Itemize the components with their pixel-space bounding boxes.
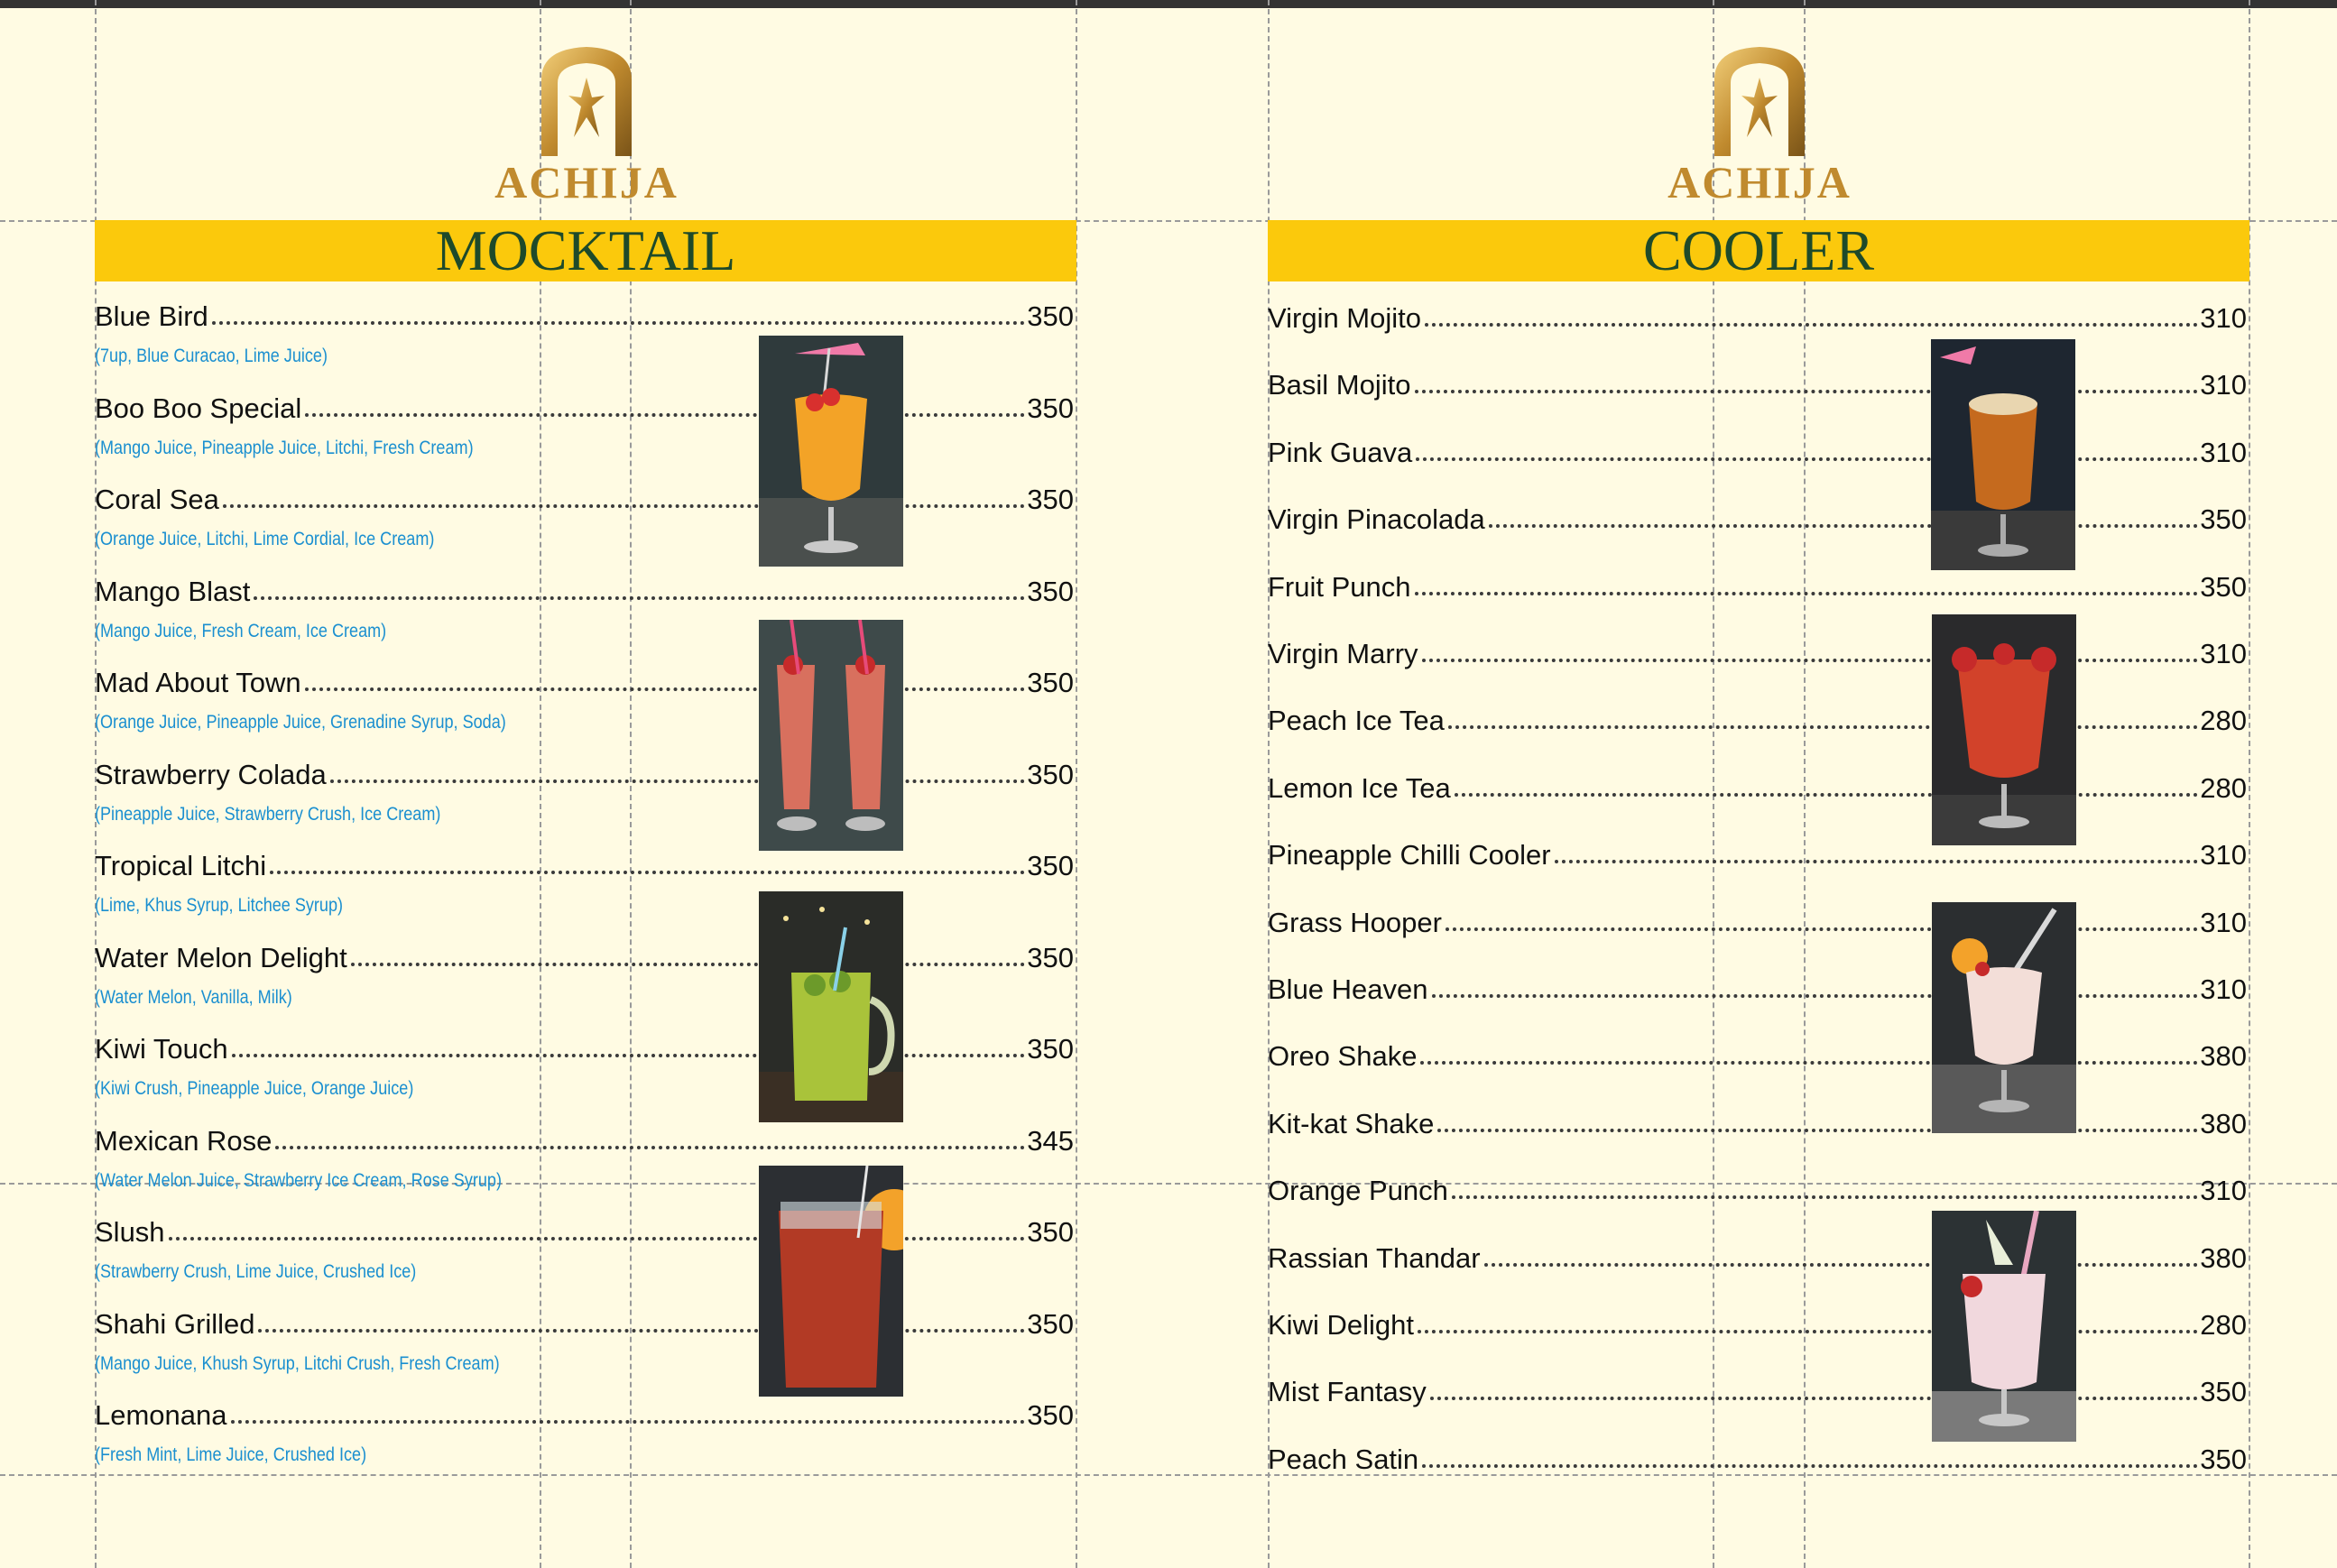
cooler-item-price: 280	[2200, 705, 2247, 737]
section-title: MOCKTAIL	[435, 218, 736, 282]
orange-frothy-cooler-photo	[1931, 339, 2075, 570]
dot-leader	[1430, 1397, 2199, 1400]
mocktail-item-row	[95, 290, 1074, 333]
cooler-item-price: 380	[2200, 1241, 2247, 1274]
cooler-item-row	[1268, 291, 2247, 335]
dot-leader	[232, 1054, 1026, 1057]
dot-leader	[1422, 659, 2199, 662]
dot-leader	[1418, 1330, 2198, 1333]
dot-leader	[1422, 1464, 2198, 1468]
mocktail-item-name: Coral Sea	[95, 484, 219, 515]
cooler-item-row	[1268, 358, 2247, 401]
mocktail-item-price: 350	[1027, 850, 1074, 881]
dot-leader	[1455, 793, 2198, 797]
mocktail-item-price: 350	[1027, 1033, 1074, 1065]
dot-leader	[270, 871, 1025, 874]
cooler-item-name: Peach Satin	[1268, 1443, 1419, 1475]
mocktail-item-name: Slush	[95, 1216, 165, 1248]
cooler-item-name: Peach Ice Tea	[1268, 705, 1445, 737]
mocktail-item-name: Shahi Grilled	[95, 1307, 255, 1340]
mocktail-item-row	[95, 1205, 1074, 1249]
mocktail-item-price: 350	[1027, 575, 1074, 607]
achija-crest-icon	[1705, 43, 1814, 161]
mocktail-item-price: 350	[1027, 300, 1074, 332]
cooler-item-name: Virgin Pinacolada	[1268, 503, 1485, 536]
mocktail-item-price: 350	[1027, 1399, 1074, 1431]
cooler-item-row	[1268, 1029, 2247, 1073]
mocktail-heading-band	[95, 220, 1076, 281]
pink-milkshake-photo	[1932, 1211, 2076, 1442]
mocktail-item-price: 350	[1027, 1216, 1074, 1248]
cooler-item-name: Basil Mojito	[1268, 369, 1411, 401]
cooler-item-row	[1268, 493, 2247, 536]
mocktail-item-row	[95, 473, 1074, 516]
cooler-item-price: 310	[2200, 638, 2247, 669]
cooler-item-price: 310	[2200, 839, 2247, 872]
mocktail-item-name: Blue Bird	[95, 300, 208, 332]
red-strawberry-cooler-photo	[1932, 614, 2076, 845]
dot-leader	[305, 687, 1026, 691]
cooler-item-name: Oreo Shake	[1268, 1040, 1418, 1073]
mocktail-item-name: Mexican Rose	[95, 1124, 272, 1157]
mocktail-item-row	[95, 656, 1074, 699]
mocktail-item-ingredients: (Water Melon, Vanilla, Milk)	[95, 986, 292, 1008]
mocktail-item-row	[95, 382, 1074, 425]
dot-leader	[1489, 524, 2199, 528]
dot-leader	[212, 321, 1025, 325]
achija-logo	[478, 43, 695, 224]
mocktail-item-price: 350	[1027, 758, 1074, 790]
dot-leader	[1420, 1061, 2198, 1065]
mocktail-item-ingredients: (Orange Juice, Pineapple Juice, Grenadine Syrup, Soda)	[95, 712, 506, 733]
cooler-item-price: 310	[2200, 302, 2247, 334]
top-border	[0, 0, 2337, 8]
mocktail-item-name: Mango Blast	[95, 575, 251, 607]
mocktail-item-name: Mad About Town	[95, 667, 301, 698]
mocktail-item-ingredients: (Water Melon Juice, Strawberry Ice Cream, Rose Syrup)	[95, 1169, 502, 1191]
dot-leader	[1484, 1263, 2199, 1267]
dot-leader	[351, 963, 1026, 966]
cooler-item-price: 310	[2200, 436, 2247, 468]
mocktail-item-ingredients: (Strawberry Crush, Lime Juice, Crushed Ice)	[95, 1261, 417, 1282]
mocktail-item-ingredients: (Mango Juice, Pineapple Juice, Litchi, Fresh Cream)	[95, 437, 474, 458]
cooler-item-row	[1268, 1231, 2247, 1275]
cooler-item-price: 310	[2200, 906, 2247, 938]
cooler-item-price: 310	[2200, 369, 2247, 401]
mocktail-item-name: Kiwi Touch	[95, 1033, 228, 1065]
mocktail-item-ingredients: (Mango Juice, Khush Syrup, Litchi Crush, Fresh Cream)	[95, 1352, 500, 1374]
mocktail-item-name: Boo Boo Special	[95, 392, 302, 424]
mocktail-item-row	[95, 839, 1074, 882]
dot-leader	[223, 504, 1025, 508]
cooler-item-row	[1268, 426, 2247, 469]
cooler-item-row	[1268, 1365, 2247, 1408]
orange-mocktail-glass-photo	[759, 336, 903, 567]
mocktail-item-row	[95, 1297, 1074, 1341]
cooler-item-row	[1268, 761, 2247, 805]
cooler-item-price: 280	[2200, 771, 2247, 804]
cooler-item-price: 350	[2200, 1376, 2247, 1408]
dot-leader	[305, 413, 1025, 417]
cooler-item-price: 350	[2200, 1443, 2247, 1475]
dot-leader	[1425, 323, 2198, 327]
red-iced-tea-glass-photo	[759, 1166, 903, 1397]
mocktail-item-price: 350	[1027, 1307, 1074, 1340]
mocktail-item-ingredients: (Lime, Khus Syrup, Litchee Syrup)	[95, 895, 344, 916]
mocktail-item-name: Water Melon Delight	[95, 941, 347, 973]
cooler-item-row	[1268, 560, 2247, 604]
cooler-item-name: Rassian Thandar	[1268, 1241, 1481, 1274]
cooler-item-row	[1268, 963, 2247, 1006]
dot-leader	[254, 596, 1025, 600]
dot-leader	[330, 779, 1026, 783]
cooler-item-row	[1268, 1164, 2247, 1207]
cooler-item-price: 350	[2200, 570, 2247, 603]
cooler-item-name: Orange Punch	[1268, 1175, 1448, 1207]
mocktail-item-ingredients: (7up, Blue Curacao, Lime Juice)	[95, 346, 328, 366]
cooler-item-price: 380	[2200, 1107, 2247, 1139]
achija-crest-icon	[532, 43, 641, 161]
mocktail-item-ingredients: (Pineapple Juice, Strawberry Crush, Ice Cream)	[95, 803, 441, 825]
dot-leader	[1415, 592, 2199, 595]
cooler-item-name: Kiwi Delight	[1268, 1309, 1414, 1341]
dot-leader	[1416, 457, 2198, 461]
section-title: COOLER	[1643, 218, 1874, 282]
achija-logo	[1651, 43, 1868, 224]
cooler-item-row	[1268, 1433, 2247, 1476]
dot-leader	[231, 1420, 1026, 1424]
cooler-item-name: Kit-kat Shake	[1268, 1107, 1435, 1139]
pink-cream-shake-photo	[1932, 902, 2076, 1133]
mocktail-item-price: 345	[1027, 1124, 1074, 1157]
dot-leader	[1432, 994, 2199, 998]
mocktail-item-row	[95, 1114, 1074, 1158]
cooler-item-row	[1268, 896, 2247, 939]
cooler-item-name: Blue Heaven	[1268, 973, 1428, 1005]
cooler-item-name: Pineapple Chilli Cooler	[1268, 839, 1551, 872]
mocktail-item-price: 350	[1027, 392, 1074, 424]
mocktail-item-price: 350	[1027, 941, 1074, 973]
dot-leader	[1448, 725, 2198, 729]
dot-leader	[1415, 390, 2199, 393]
cooler-item-row	[1268, 1097, 2247, 1140]
mocktail-item-ingredients: (Kiwi Crush, Pineapple Juice, Orange Juice)	[95, 1078, 414, 1099]
mocktail-item-row	[95, 1022, 1074, 1065]
mocktail-item-ingredients: (Orange Juice, Litchi, Lime Cordial, Ice Cream)	[95, 529, 435, 549]
logo-text: ACHIJA	[1667, 157, 1852, 208]
cooler-item-name: Lemon Ice Tea	[1268, 771, 1451, 804]
cooler-item-name: Grass Hooper	[1268, 906, 1442, 938]
cooler-item-price: 310	[2200, 973, 2247, 1005]
mocktail-item-name: Lemonana	[95, 1399, 227, 1431]
dot-leader	[258, 1329, 1025, 1333]
green-mint-mason-jar-photo	[759, 891, 903, 1122]
dot-leader	[1446, 927, 2198, 931]
mocktail-item-ingredients: (Fresh Mint, Lime Juice, Crushed Ice)	[95, 1444, 367, 1465]
mocktail-item-price: 350	[1027, 667, 1074, 698]
dot-leader	[1452, 1195, 2198, 1199]
cooler-item-row	[1268, 627, 2247, 670]
cooler-item-name: Pink Guava	[1268, 436, 1413, 468]
mocktail-item-row	[95, 748, 1074, 791]
logo-text: ACHIJA	[494, 157, 679, 208]
mocktail-item-price: 350	[1027, 484, 1074, 515]
mocktail-item-name: Strawberry Colada	[95, 758, 327, 790]
dot-leader	[1555, 860, 2199, 863]
cooler-item-row	[1268, 828, 2247, 872]
mocktail-item-ingredients: (Mango Juice, Fresh Cream, Ice Cream)	[95, 620, 387, 641]
cooler-item-price: 380	[2200, 1040, 2247, 1073]
mocktail-item-name: Tropical Litchi	[95, 850, 267, 881]
cooler-item-name: Fruit Punch	[1268, 570, 1411, 603]
cooler-item-price: 350	[2200, 503, 2247, 536]
mocktail-item-row	[95, 931, 1074, 974]
cooler-item-name: Mist Fantasy	[1268, 1376, 1427, 1408]
dot-leader	[275, 1146, 1025, 1149]
dot-leader	[1437, 1129, 2198, 1132]
cooler-item-row	[1268, 694, 2247, 737]
cooler-item-name: Virgin Marry	[1268, 638, 1418, 669]
cooler-heading-band	[1268, 220, 2249, 281]
cooler-item-price: 280	[2200, 1309, 2247, 1341]
cooler-item-name: Virgin Mojito	[1268, 302, 1422, 334]
cooler-item-row	[1268, 1298, 2247, 1342]
cooler-item-price: 310	[2200, 1175, 2247, 1207]
two-strawberry-glasses-photo	[759, 620, 903, 851]
mocktail-item-row	[95, 1388, 1074, 1432]
mocktail-item-row	[95, 565, 1074, 608]
